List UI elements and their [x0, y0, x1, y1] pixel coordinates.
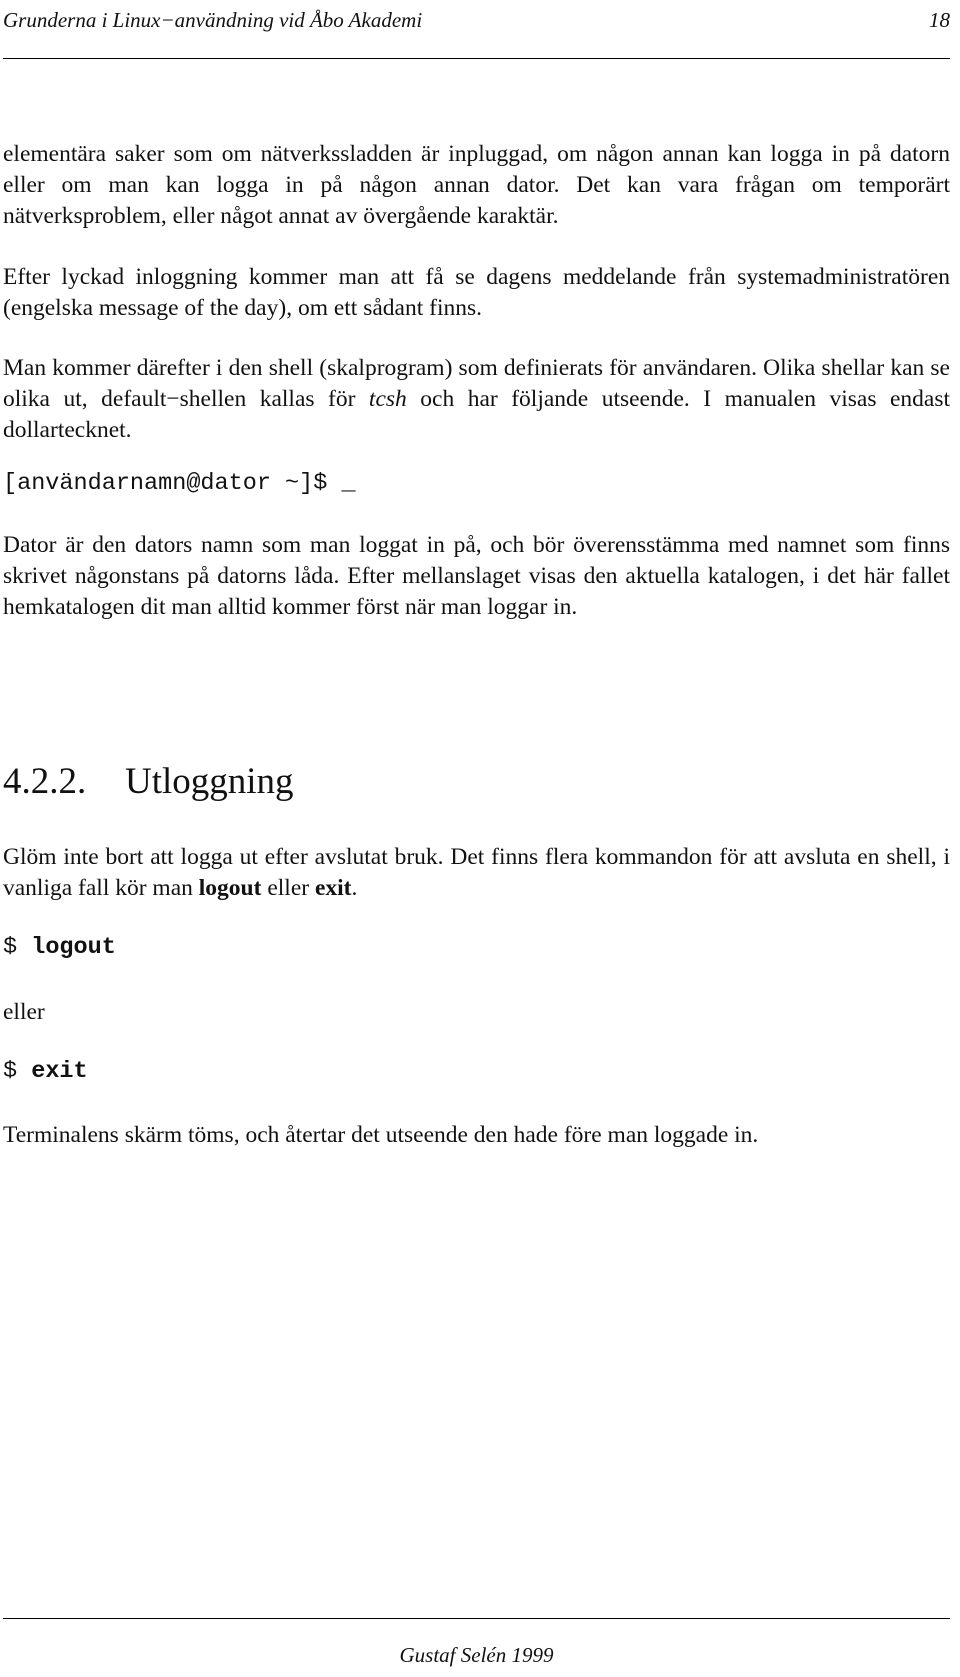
section-number: 4.2.2.	[3, 761, 87, 802]
paragraph-terminal-cleared: Terminalens skärm töms, och återtar det utseende den hade före man loggade in.	[3, 1122, 759, 1148]
running-header	[3, 6, 950, 34]
logout-intro-text-2: eller	[261, 875, 315, 901]
logout-command-line	[3, 932, 950, 963]
logout-intro-text-3: .	[351, 875, 358, 901]
footer-rule	[3, 1618, 950, 1619]
logout-prompt: $	[3, 934, 32, 961]
paragraph-shell-intro	[3, 353, 950, 446]
logout-command-name: logout	[198, 875, 262, 901]
exit-command-line	[3, 1056, 950, 1087]
footer: Gustaf Selén 1999	[399, 1643, 554, 1667]
logout-command: logout	[31, 934, 116, 961]
paragraph-prompt-explanation: Dator är den dators namn som man loggat in på, och bör överensstämma med namnet som finns skrivet någonstans på datorns låda. Efter mellanslaget visas den aktuella katalogen, i det här fallet hemkatalogen dit man alltid kommer först när man loggar in.	[3, 532, 950, 620]
exit-command-name: exit	[314, 875, 352, 901]
paragraph-message-of-the-day: Efter lyckad inloggning kommer man att få se dagens meddelande från systemadministratören (engelska message of the day), om ett sådant finns.	[3, 264, 950, 321]
prompt-example: [användarnamn@dator ~]$ _	[3, 470, 356, 497]
paragraph-network-check: elementära saker som om nätverkssladden är inpluggad, om någon annan kan logga in på datorn eller om man kan logga in på någon annan dator. Det kan vara frågan om temporärt nätverksproblem, eller något annat av övergående karaktär.	[3, 141, 950, 229]
page-number: 18	[929, 8, 950, 32]
shell-intro-text-2: och har följande utseende. I manualen visas endast dollartecknet.	[3, 386, 951, 443]
section-title: Utloggning	[125, 761, 294, 802]
header-rule	[3, 58, 950, 59]
paragraph-or: eller	[3, 999, 45, 1025]
exit-prompt: $	[3, 1058, 32, 1085]
logout-intro-text-1: Glöm inte bort att logga ut efter avslutat bruk. Det finns flera kommandon för att avsluta en shell, i vanliga fall kör man	[3, 844, 950, 901]
section-heading	[3, 758, 294, 806]
shell-name-tcsh: tcsh	[368, 386, 407, 412]
paragraph-logout-intro	[3, 842, 950, 904]
shell-intro-text-1: Man kommer därefter i den shell (skalprogram) som definierats för användaren. Olika shellar kan se olika ut, default−shellen kallas för	[3, 355, 950, 412]
header-title: Grunderna i Linux−användning vid Åbo Akademi	[3, 8, 423, 32]
exit-command: exit	[31, 1058, 88, 1085]
